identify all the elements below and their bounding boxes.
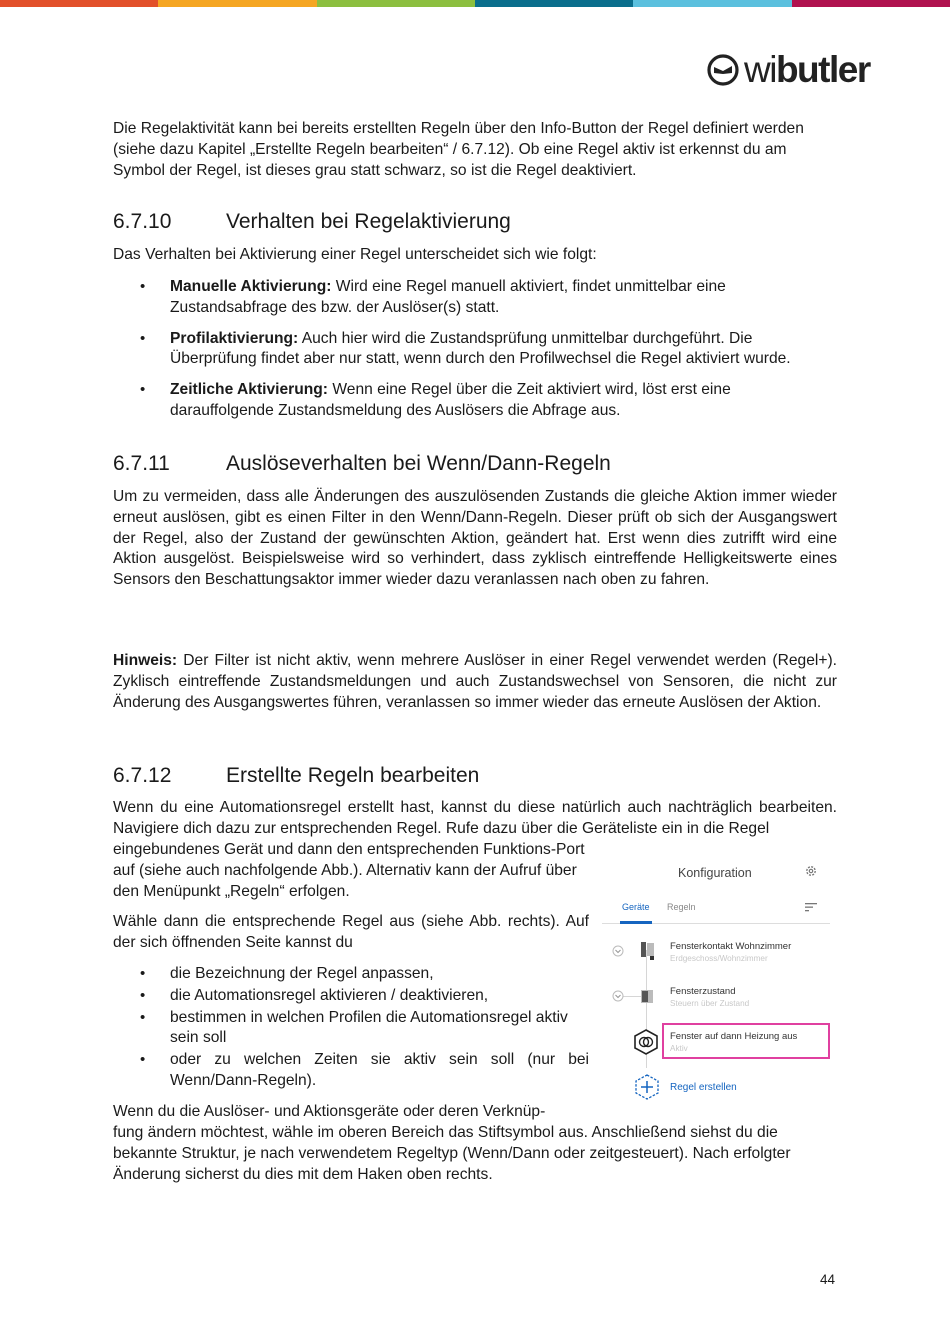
section-body-p1: Wenn du eine Automationsregel erstellt hast, kannst du diese natürlich auch nachträglich bearbeiten. Navigiere dich dazu zur entsprechenden Regel. Rufe dazu über die Geräteliste ein in die Regel xyxy=(113,799,837,837)
note-paragraph: Hinweis: Der Filter ist nicht aktiv, wenn mehrere Auslöser in einer Regel verwendet werden (Regel+). Zyklisch eintreffende Zustandsmeldungen und auch Zustandswechsel von Sensoren, die nicht zur Änderung des Ausgangswertes führen, veranlassen so immer wieder das erneute Auslösen der Aktion. xyxy=(113,652,837,711)
add-rule-icon[interactable] xyxy=(634,1074,660,1100)
section-body-p3b: fung ändern möchtest, wähle im oberen Bereich das Stiftsymbol aus. Anschließend siehst du die bekannte Struktur, je nach verwendetem Regeltyp (Wenn/Dann oder zeitgesteuert). Nach erfolgter Änderung sicherst du dies mit dem Haken oben rechts. xyxy=(113,1124,791,1183)
color-segment xyxy=(792,0,950,7)
tab-geraete[interactable]: Geräte xyxy=(622,902,650,912)
rule-item-status: Aktiv xyxy=(670,1044,688,1053)
wibutler-logo-icon xyxy=(706,53,740,87)
list-item: • Profilaktivierung: Auch hier wird die Zustandsprüfung unmittelbar durchgeführt. Die Überprüfung findet aber nur statt, wenn durch den Profilwechsel die Regel aktiviert wurde. xyxy=(113,329,837,371)
item-subtitle: Erdgeschoss/Wohnzimmer xyxy=(670,954,768,963)
section-heading-6-7-10: 6.7.10 Verhalten bei Regelaktivierung xyxy=(113,210,511,233)
section-body-p1-cont: eingebundenes Gerät und dann den entsprechenden Funktions-Port auf (siehe auch nachfolgende Abb.). Alternativ kann der Aufruf über den Menüpunkt „Regeln“ erfolgen. xyxy=(113,841,585,900)
tab-regeln[interactable]: Regeln xyxy=(667,902,696,912)
section-heading-6-7-12: 6.7.12 Erstellte Regeln bearbeiten xyxy=(113,764,480,787)
intro-paragraph: Die Regelaktivität kann bei bereits erstellten Regeln über den Info-Button der Regel definiert werden (siehe dazu Kapitel „Erstellte Regeln bearbeiten“ / 6.7.12). Ob eine Regel aktiv ist erkennst du am Symbol der Regel, ist dieses grau statt schwarz, so ist die Regel deaktiviert. xyxy=(113,120,804,179)
rule-icon xyxy=(633,1029,659,1055)
sort-icon[interactable] xyxy=(805,902,817,912)
edit-options-list xyxy=(113,964,589,1092)
app-screenshot-figure xyxy=(596,850,841,1108)
section-body-p3a: Wenn du die Auslöser- und Aktionsgeräte oder deren Verknüp- xyxy=(113,1103,546,1120)
section-body: Um zu vermeiden, dass alle Änderungen des auszulösenden Zustands die gleiche Aktion immer wieder erneut auslösen, gibt es einen Filter in den Wenn/Dann-Regeln. Dieser prüft ob sich der Ausgangswert der Regel, also der Zustand der gewünschten Aktion, geändert hat. Erst wenn dies zutrifft wird eine Aktion ausgelöst. Beispielsweise wird so verhindert, dass zyklisch eintreffende Helligkeitswerte eines Sensors den Beschattungsaktor immer wieder dazu veranlassen nach oben zu fahren. xyxy=(113,488,837,589)
color-segment xyxy=(0,0,158,7)
page-number: 44 xyxy=(820,1272,836,1287)
list-item: • die Automationsregel aktivieren / deaktivieren, xyxy=(113,986,589,1007)
activation-list xyxy=(113,277,837,422)
color-segment xyxy=(633,0,791,7)
color-segment xyxy=(158,0,316,7)
section-lead: Das Verhalten bei Aktivierung einer Regel unterscheidet sich wie folgt: xyxy=(113,246,597,263)
collapse-chevron-icon[interactable] xyxy=(612,990,624,1002)
config-title: Konfiguration xyxy=(678,866,752,880)
collapse-chevron-icon[interactable] xyxy=(612,945,624,957)
rule-item-title[interactable]: Fenster auf dann Heizung aus xyxy=(670,1031,798,1042)
list-item: • die Bezeichnung der Regel anpassen, xyxy=(113,964,589,985)
create-rule-button[interactable]: Regel erstellen xyxy=(670,1082,737,1093)
top-color-bar xyxy=(0,0,950,7)
gear-icon[interactable] xyxy=(804,864,818,878)
wibutler-logo xyxy=(706,50,870,90)
item-subtitle: Steuern über Zustand xyxy=(670,999,750,1008)
window-state-icon xyxy=(637,987,657,1007)
logo-wordmark: wibutler xyxy=(744,49,870,90)
color-segment xyxy=(317,0,475,7)
list-item: • Manuelle Aktivierung: Wird eine Regel manuell aktiviert, findet unmittelbar eine Zustandsabfrage des bzw. der Auslöser(s) statt. xyxy=(113,277,837,319)
list-item: • bestimmen in welchen Profilen die Automationsregel aktiv sein soll xyxy=(113,1008,589,1050)
item-title[interactable]: Fensterzustand xyxy=(670,986,736,997)
item-title[interactable]: Fensterkontakt Wohnzimmer xyxy=(670,941,792,952)
section-body-p2: Wähle dann die entsprechende Regel aus (siehe Abb. rechts). Auf der sich öffnenden Seite kannst du xyxy=(113,913,589,951)
section-heading-6-7-11: 6.7.11 Auslöseverhalten bei Wenn/Dann-Regeln xyxy=(113,452,611,475)
window-contact-icon xyxy=(637,939,659,963)
color-segment xyxy=(475,0,633,7)
active-tab-indicator xyxy=(620,921,652,924)
list-item: • Zeitliche Aktivierung: Wenn eine Regel über die Zeit aktiviert wird, löst erst eine darauffolgende Zustandsmeldung des Auslösers die Abfrage aus. xyxy=(113,380,837,422)
list-item: • oder zu welchen Zeiten sie aktiv sein soll (nur bei Wenn/Dann-Regeln). xyxy=(113,1050,589,1092)
